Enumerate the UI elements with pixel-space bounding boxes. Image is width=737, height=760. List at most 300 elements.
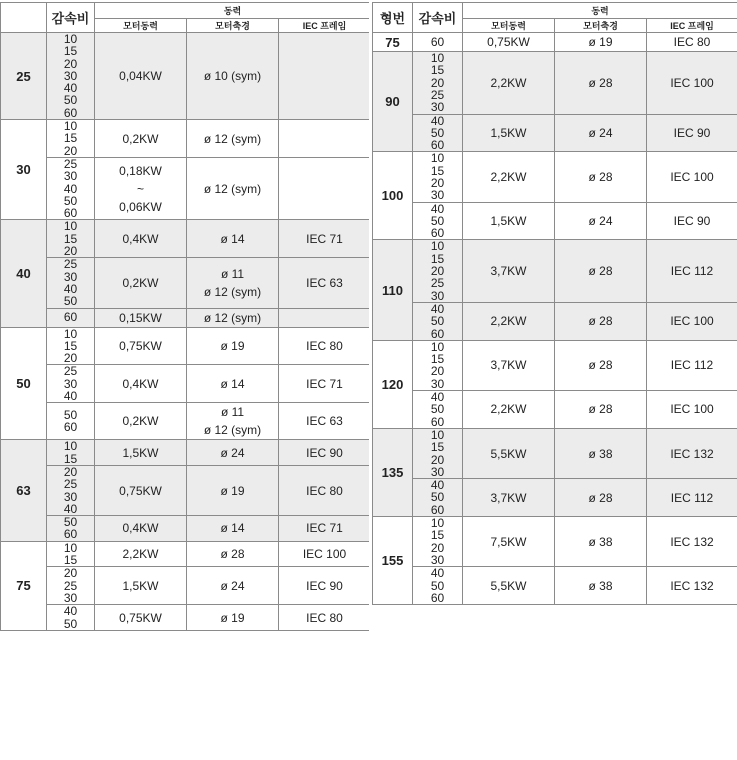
motor-shaft-cell [187, 33, 279, 120]
ratio-value: 30 [430, 100, 445, 114]
motor-power-cell [463, 302, 555, 340]
ratio-value: 40 [63, 604, 78, 619]
motor-shaft-value: ø 24 [588, 214, 613, 229]
ratio-value: 25 [63, 477, 78, 492]
table-row [1, 365, 371, 403]
ratio-value: 15 [63, 553, 78, 567]
table-row [373, 340, 737, 390]
motor-power-cell [95, 33, 187, 120]
motor-shaft-cell [555, 391, 647, 429]
motor-power-value: 0,2KW [122, 414, 159, 429]
ratio-cell [413, 114, 463, 152]
iec-frame-cell: IEC 80 [279, 327, 371, 365]
table-row [1, 465, 371, 515]
motor-shaft-cell [187, 567, 279, 605]
ratio-value: 40 [63, 281, 78, 296]
motor-shaft-value: ø 38 [588, 578, 613, 593]
ratio-value: 10 [63, 327, 78, 341]
motor-power-value: 1,5KW [122, 578, 159, 593]
header-iec-frame: IEC 프레임 [279, 19, 371, 33]
ratio-value: 30 [430, 288, 445, 303]
motor-shaft-cell [187, 516, 279, 542]
iec-frame-cell [279, 33, 371, 120]
ratio-value: 50 [430, 578, 445, 593]
table-row [373, 302, 737, 340]
ratio-cell [47, 120, 95, 158]
right-table-body [373, 33, 737, 605]
model-size-cell: 75 [373, 33, 413, 52]
iec-frame-cell: IEC 90 [647, 114, 737, 152]
ratio-cell [47, 465, 95, 515]
ratio-cell [413, 517, 463, 567]
ratio-cell [47, 440, 95, 466]
ratio-value: 20 [63, 351, 78, 365]
motor-power-value: ~ [136, 181, 144, 196]
ratio-cell [47, 605, 95, 631]
model-size-cell: 100 [373, 152, 413, 240]
ratio-value: 10 [430, 428, 445, 442]
ratio-value: 15 [63, 131, 78, 146]
header-motor-power: 모터동력 [95, 19, 187, 33]
right-spec-table [372, 2, 737, 605]
iec-frame-cell: IEC 132 [647, 428, 737, 478]
motor-power-value: 0,75KW [487, 35, 530, 49]
iec-frame-cell: IEC 80 [279, 465, 371, 515]
motor-power-cell [95, 365, 187, 403]
motor-power-value: 3,7KW [490, 264, 527, 279]
ratio-value: 40 [63, 181, 78, 196]
ratio-value: 25 [430, 87, 445, 102]
ratio-value: 50 [63, 294, 78, 309]
ratio-value: 10 [430, 151, 445, 166]
header-model: 형번 [373, 3, 413, 33]
ratio-value: 60 [63, 105, 78, 120]
motor-power-cell [95, 605, 187, 631]
table-row [1, 440, 371, 466]
model-size-cell: 63 [1, 440, 47, 541]
motor-shaft-value: ø 14 [220, 231, 245, 246]
motor-shaft-cell [555, 567, 647, 605]
table-row [373, 202, 737, 240]
motor-shaft-cell [187, 327, 279, 365]
motor-shaft-value: ø 12 (sym) [203, 284, 262, 299]
ratio-cell [413, 302, 463, 340]
ratio-cell [47, 220, 95, 258]
motor-shaft-cell [187, 220, 279, 258]
ratio-value: 30 [430, 376, 445, 391]
motor-power-value: 2,2KW [490, 402, 527, 417]
ratio-value: 15 [430, 440, 445, 455]
ratio-value: 40 [63, 389, 78, 403]
ratio-value: 15 [430, 528, 445, 543]
table-row [373, 567, 737, 605]
ratio-cell [413, 567, 463, 605]
motor-power-value: 5,5KW [490, 578, 527, 593]
table-row [1, 308, 371, 327]
ratio-value: 20 [430, 364, 445, 379]
model-size-cell: 110 [373, 240, 413, 340]
ratio-value: 15 [430, 352, 445, 367]
motor-power-value: 0,15KW [119, 310, 162, 325]
table-row [1, 220, 371, 258]
table-row [1, 403, 371, 440]
motor-shaft-value: ø 28 [588, 75, 613, 90]
motor-shaft-value: ø 19 [220, 483, 245, 498]
motor-power-value: 0,75KW [119, 483, 162, 498]
ratio-value: 15 [430, 163, 445, 178]
ratio-value: 25 [63, 257, 78, 272]
motor-shaft-cell [187, 541, 279, 567]
motor-power-value: 0,06KW [119, 199, 162, 214]
motor-power-cell [95, 541, 187, 567]
motor-power-cell [463, 152, 555, 202]
ratio-value: 30 [430, 552, 445, 567]
motor-shaft-cell [555, 479, 647, 517]
motor-power-cell [463, 340, 555, 390]
ratio-value: 20 [63, 465, 78, 479]
ratio-value: 60 [430, 326, 445, 341]
motor-shaft-value: ø 19 [220, 339, 245, 353]
iec-frame-cell: IEC 63 [279, 258, 371, 308]
motor-power-cell [95, 157, 187, 220]
motor-shaft-value: ø 28 [220, 547, 245, 562]
motor-power-cell [95, 308, 187, 327]
model-size-cell: 90 [373, 52, 413, 152]
iec-frame-cell: IEC 90 [279, 440, 371, 466]
motor-power-cell [95, 327, 187, 365]
table-row [373, 52, 737, 115]
motor-power-value: 0,4KW [122, 376, 159, 391]
motor-shaft-value: ø 12 (sym) [203, 310, 262, 325]
ratio-value: 15 [63, 451, 78, 466]
model-size-cell: 25 [1, 33, 47, 120]
motor-shaft-cell [555, 340, 647, 390]
ratio-value: 25 [430, 276, 445, 291]
table-row [373, 33, 737, 52]
ratio-value: 30 [63, 489, 78, 504]
header-power-group: 동력 [95, 3, 371, 19]
ratio-value: 20 [63, 56, 78, 71]
motor-shaft-value: ø 28 [588, 264, 613, 279]
iec-frame-cell: IEC 112 [647, 479, 737, 517]
ratio-value: 10 [63, 219, 78, 234]
left-table-body [1, 33, 371, 631]
motor-power-value: 2,2KW [122, 547, 159, 562]
motor-power-cell [95, 403, 187, 440]
motor-power-value: 1,5KW [122, 445, 159, 460]
motor-shaft-cell [187, 258, 279, 308]
motor-power-cell [95, 258, 187, 308]
model-size-cell: 135 [373, 428, 413, 516]
iec-frame-cell: IEC 112 [647, 340, 737, 390]
iec-frame-cell: IEC 71 [279, 516, 371, 542]
header-power-group: 동력 [463, 3, 737, 19]
ratio-value: 15 [430, 63, 445, 78]
ratio-value: 10 [430, 516, 445, 531]
ratio-value: 30 [430, 464, 445, 479]
motor-shaft-cell [187, 308, 279, 327]
table-row [1, 516, 371, 542]
ratio-value: 60 [430, 502, 445, 517]
motor-power-cell [463, 567, 555, 605]
table-row [373, 114, 737, 152]
table-row [1, 157, 371, 220]
motor-shaft-cell [555, 114, 647, 152]
ratio-value: 10 [63, 541, 78, 555]
ratio-cell [413, 202, 463, 240]
ratio-cell [413, 428, 463, 478]
ratio-value: 10 [430, 51, 445, 65]
ratio-value: 50 [63, 193, 78, 208]
ratio-value: 10 [63, 119, 78, 134]
ratio-value: 20 [63, 566, 78, 581]
motor-power-cell [463, 202, 555, 240]
table-row [1, 567, 371, 605]
motor-shaft-cell [187, 403, 279, 440]
iec-frame-cell: IEC 71 [279, 220, 371, 258]
motor-power-cell [463, 240, 555, 303]
motor-shaft-value: ø 12 (sym) [203, 423, 262, 438]
ratio-value: 60 [63, 527, 78, 542]
ratio-cell [47, 33, 95, 120]
ratio-value: 30 [63, 590, 78, 605]
model-size-cell: 75 [1, 541, 47, 630]
motor-power-value: 1,5KW [490, 214, 527, 229]
iec-frame-cell: IEC 71 [279, 365, 371, 403]
ratio-value: 50 [430, 490, 445, 505]
motor-shaft-cell [187, 120, 279, 158]
motor-shaft-cell [555, 202, 647, 240]
left-spec-table [0, 2, 371, 631]
motor-power-cell [463, 391, 555, 429]
ratio-value: 20 [430, 175, 445, 190]
motor-power-value: 2,2KW [490, 169, 527, 184]
iec-frame-cell: IEC 80 [279, 605, 371, 631]
ratio-value: 40 [430, 566, 445, 581]
ratio-cell [413, 340, 463, 390]
motor-power-value: 0,2KW [122, 131, 159, 146]
ratio-value: 50 [63, 93, 78, 108]
ratio-value: 30 [63, 269, 78, 284]
iec-frame-cell: IEC 90 [279, 567, 371, 605]
header-iec-frame: IEC 프레임 [647, 19, 737, 33]
ratio-value: 40 [63, 81, 78, 96]
motor-power-cell [463, 428, 555, 478]
motor-power-value: 2,2KW [490, 75, 527, 90]
ratio-value: 60 [430, 590, 445, 605]
ratio-value: 40 [430, 114, 445, 128]
header-ratio: 감속비 [413, 3, 463, 33]
motor-power-value: 3,7KW [490, 358, 527, 373]
motor-shaft-cell [555, 52, 647, 115]
motor-shaft-value: ø 14 [220, 376, 245, 391]
table-row [373, 391, 737, 429]
motor-shaft-value: ø 19 [588, 35, 613, 49]
motor-shaft-value: ø 10 (sym) [203, 69, 262, 84]
ratio-value: 50 [430, 402, 445, 417]
iec-frame-cell: IEC 112 [647, 240, 737, 303]
header-motor-shaft: 모터축경 [187, 19, 279, 33]
ratio-value: 25 [63, 578, 78, 593]
ratio-value: 50 [430, 314, 445, 329]
iec-frame-cell: IEC 100 [647, 152, 737, 202]
motor-shaft-cell [555, 517, 647, 567]
iec-frame-cell: IEC 100 [647, 52, 737, 115]
motor-power-value: 5,5KW [490, 446, 527, 461]
iec-frame-cell: IEC 132 [647, 567, 737, 605]
iec-frame-cell: IEC 80 [647, 33, 737, 52]
ratio-cell [47, 516, 95, 542]
iec-frame-cell: IEC 100 [279, 541, 371, 567]
ratio-cell [47, 327, 95, 365]
ratio-cell [47, 258, 95, 308]
motor-power-cell [463, 479, 555, 517]
ratio-value: 40 [430, 302, 445, 316]
ratio-cell [413, 33, 463, 52]
ratio-cell [413, 152, 463, 202]
ratio-value: 20 [430, 452, 445, 467]
motor-power-value: 2,2KW [490, 314, 527, 329]
motor-shaft-value: ø 12 (sym) [203, 131, 262, 146]
ratio-value: 40 [63, 501, 78, 516]
ratio-value: 10 [63, 32, 78, 46]
motor-shaft-value: ø 38 [588, 446, 613, 461]
ratio-cell [47, 403, 95, 440]
motor-shaft-value: ø 38 [588, 534, 613, 549]
motor-shaft-cell [187, 465, 279, 515]
motor-shaft-value: ø 24 [220, 578, 245, 593]
motor-power-value: 0,75KW [119, 610, 162, 625]
motor-shaft-cell [555, 428, 647, 478]
table-row [373, 152, 737, 202]
ratio-cell [413, 52, 463, 115]
ratio-value: 50 [63, 408, 78, 423]
table-row [1, 33, 371, 120]
model-size-cell: 30 [1, 120, 47, 220]
ratio-value: 15 [430, 251, 445, 266]
ratio-value: 30 [63, 169, 78, 184]
motor-power-value: 0,75KW [119, 339, 162, 353]
motor-shaft-cell [187, 440, 279, 466]
ratio-value: 20 [430, 540, 445, 555]
ratio-value: 40 [430, 478, 445, 493]
ratio-cell [47, 541, 95, 567]
ratio-value: 30 [63, 376, 78, 391]
motor-power-cell [95, 465, 187, 515]
ratio-value: 15 [63, 338, 78, 353]
ratio-value: 20 [63, 244, 78, 258]
motor-power-cell [463, 114, 555, 152]
ratio-value: 50 [63, 616, 78, 631]
motor-power-value: 1,5KW [490, 125, 527, 140]
ratio-value: 40 [430, 202, 445, 216]
ratio-value: 15 [63, 44, 78, 59]
motor-power-cell [95, 567, 187, 605]
motor-shaft-cell [187, 157, 279, 220]
table-row [1, 541, 371, 567]
ratio-cell [47, 365, 95, 403]
iec-frame-cell: IEC 100 [647, 302, 737, 340]
motor-power-value: 0,4KW [122, 231, 159, 246]
iec-frame-cell: IEC 63 [279, 403, 371, 440]
table-row [1, 258, 371, 308]
iec-frame-cell [279, 120, 371, 158]
ratio-cell [413, 240, 463, 303]
model-size-cell: 40 [1, 220, 47, 327]
ratio-cell [413, 391, 463, 429]
motor-power-value: 0,18KW [119, 163, 162, 178]
ratio-value: 60 [63, 310, 78, 325]
ratio-cell [47, 157, 95, 220]
motor-shaft-value: ø 28 [588, 314, 613, 329]
motor-power-cell [463, 52, 555, 115]
ratio-value: 60 [430, 138, 445, 152]
motor-power-cell [95, 120, 187, 158]
ratio-value: 60 [430, 34, 445, 49]
motor-power-cell [463, 33, 555, 52]
iec-frame-cell: IEC 132 [647, 517, 737, 567]
motor-power-value: 7,5KW [490, 534, 527, 549]
motor-shaft-value: ø 24 [588, 125, 613, 140]
ratio-value: 10 [430, 239, 445, 254]
iec-frame-cell [279, 308, 371, 327]
table-row [1, 120, 371, 158]
motor-shaft-cell [187, 365, 279, 403]
motor-shaft-value: ø 11 [220, 405, 245, 420]
ratio-value: 50 [430, 213, 445, 228]
motor-shaft-cell [555, 240, 647, 303]
motor-shaft-cell [555, 302, 647, 340]
ratio-cell [413, 479, 463, 517]
table-row [373, 428, 737, 478]
ratio-value: 25 [63, 157, 78, 171]
motor-power-cell [95, 516, 187, 542]
ratio-value: 20 [430, 75, 445, 90]
ratio-value: 15 [63, 231, 78, 246]
ratio-value: 40 [430, 390, 445, 405]
header-ratio: 감속비 [47, 3, 95, 33]
motor-power-value: 0,4KW [122, 521, 159, 536]
ratio-value: 30 [430, 188, 445, 203]
ratio-value: 20 [430, 264, 445, 279]
table-row [373, 479, 737, 517]
ratio-value: 60 [63, 420, 78, 435]
motor-shaft-value: ø 28 [588, 402, 613, 417]
ratio-value: 60 [430, 414, 445, 429]
table-row [1, 327, 371, 365]
iec-frame-cell: IEC 100 [647, 391, 737, 429]
motor-shaft-value: ø 24 [220, 445, 245, 460]
motor-shaft-cell [187, 605, 279, 631]
ratio-value: 50 [63, 515, 78, 530]
motor-shaft-value: ø 28 [588, 490, 613, 505]
ratio-value: 60 [63, 206, 78, 220]
ratio-cell [47, 567, 95, 605]
motor-power-cell [463, 517, 555, 567]
motor-shaft-value: ø 19 [220, 610, 245, 625]
header-motor-shaft: 모터축경 [555, 19, 647, 33]
motor-power-value: 0,04KW [119, 69, 162, 84]
table-row [373, 240, 737, 303]
motor-shaft-value: ø 14 [220, 521, 245, 536]
table-row [1, 605, 371, 631]
motor-shaft-value: ø 28 [588, 169, 613, 184]
ratio-value: 60 [430, 226, 445, 240]
motor-shaft-value: ø 12 (sym) [203, 181, 262, 196]
header-model [1, 3, 47, 33]
motor-power-value: 0,2KW [122, 275, 159, 290]
ratio-value: 30 [63, 68, 78, 83]
